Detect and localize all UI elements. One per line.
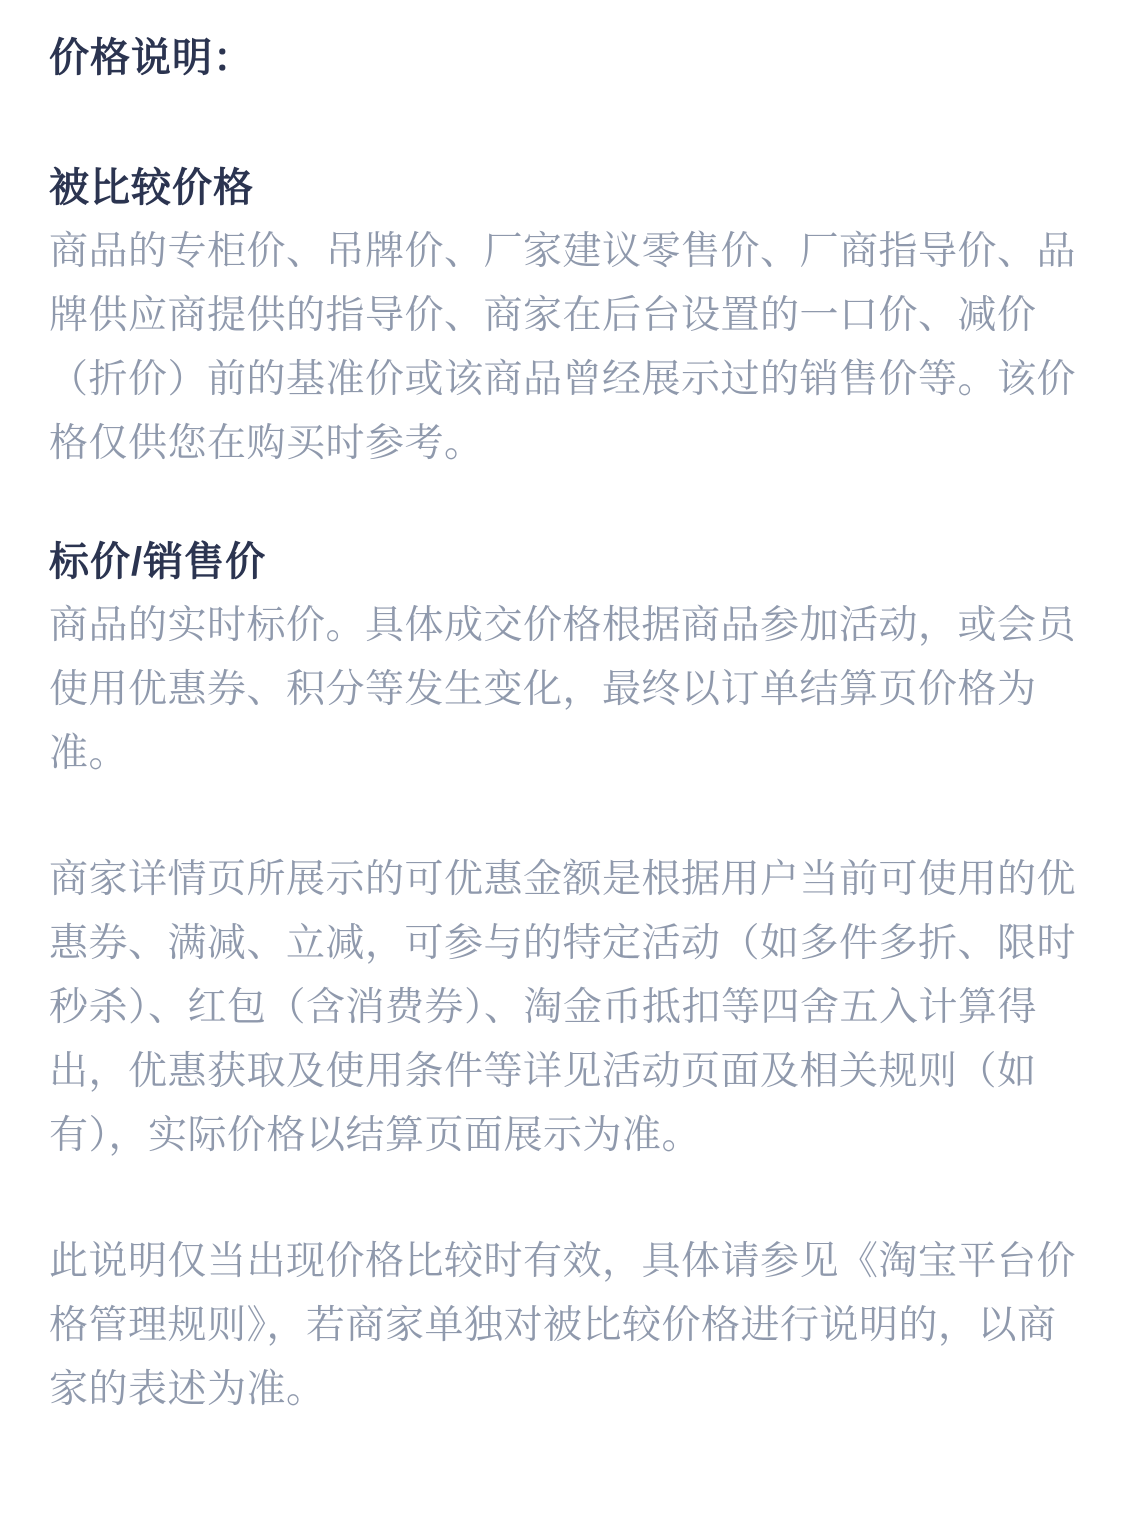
section-body-list-sale-price: 商品的实时标价。具体成交价格根据商品参加活动，或会员使用优惠券、积分等发生变化，最终以订单结算页价格为准。 (49, 604, 1077, 775)
section-heading-list-sale-price: 标价/销售价 (49, 540, 267, 584)
section-list-sale-price (49, 538, 1076, 786)
paragraph-price-comparison-rules: 此说明仅当出现价格比较时有效，具体请参见《淘宝平台价格管理规则》，若商家单独对被比较价格进行说明的，以商家的表述为准。 (49, 1240, 1077, 1411)
section-body-compared-price: 商品的专柜价、吊牌价、厂家建议零售价、厂商指导价、品牌供应商提供的指导价、商家在后台设置的一口价、减价（折价）前的基准价或该商品曾经展示过的销售价等。该价格仅供您在购买时参考。 (49, 230, 1077, 465)
section-compared-price (49, 164, 1076, 476)
paragraph-discount-calculation: 商家详情页所展示的可优惠金额是根据用户当前可使用的优惠券、满减、立减，可参与的特定活动（如多件多折、限时秒杀）、红包（含消费券）、淘金币抵扣等四舍五入计算得出，优惠获取及使用条件等详见活动页面及相关规则（如有），实际价格以结算页面展示为准。 (49, 858, 1077, 1157)
section-heading-compared-price: 被比较价格 (49, 166, 254, 210)
page-title: 价格说明： (49, 36, 254, 80)
